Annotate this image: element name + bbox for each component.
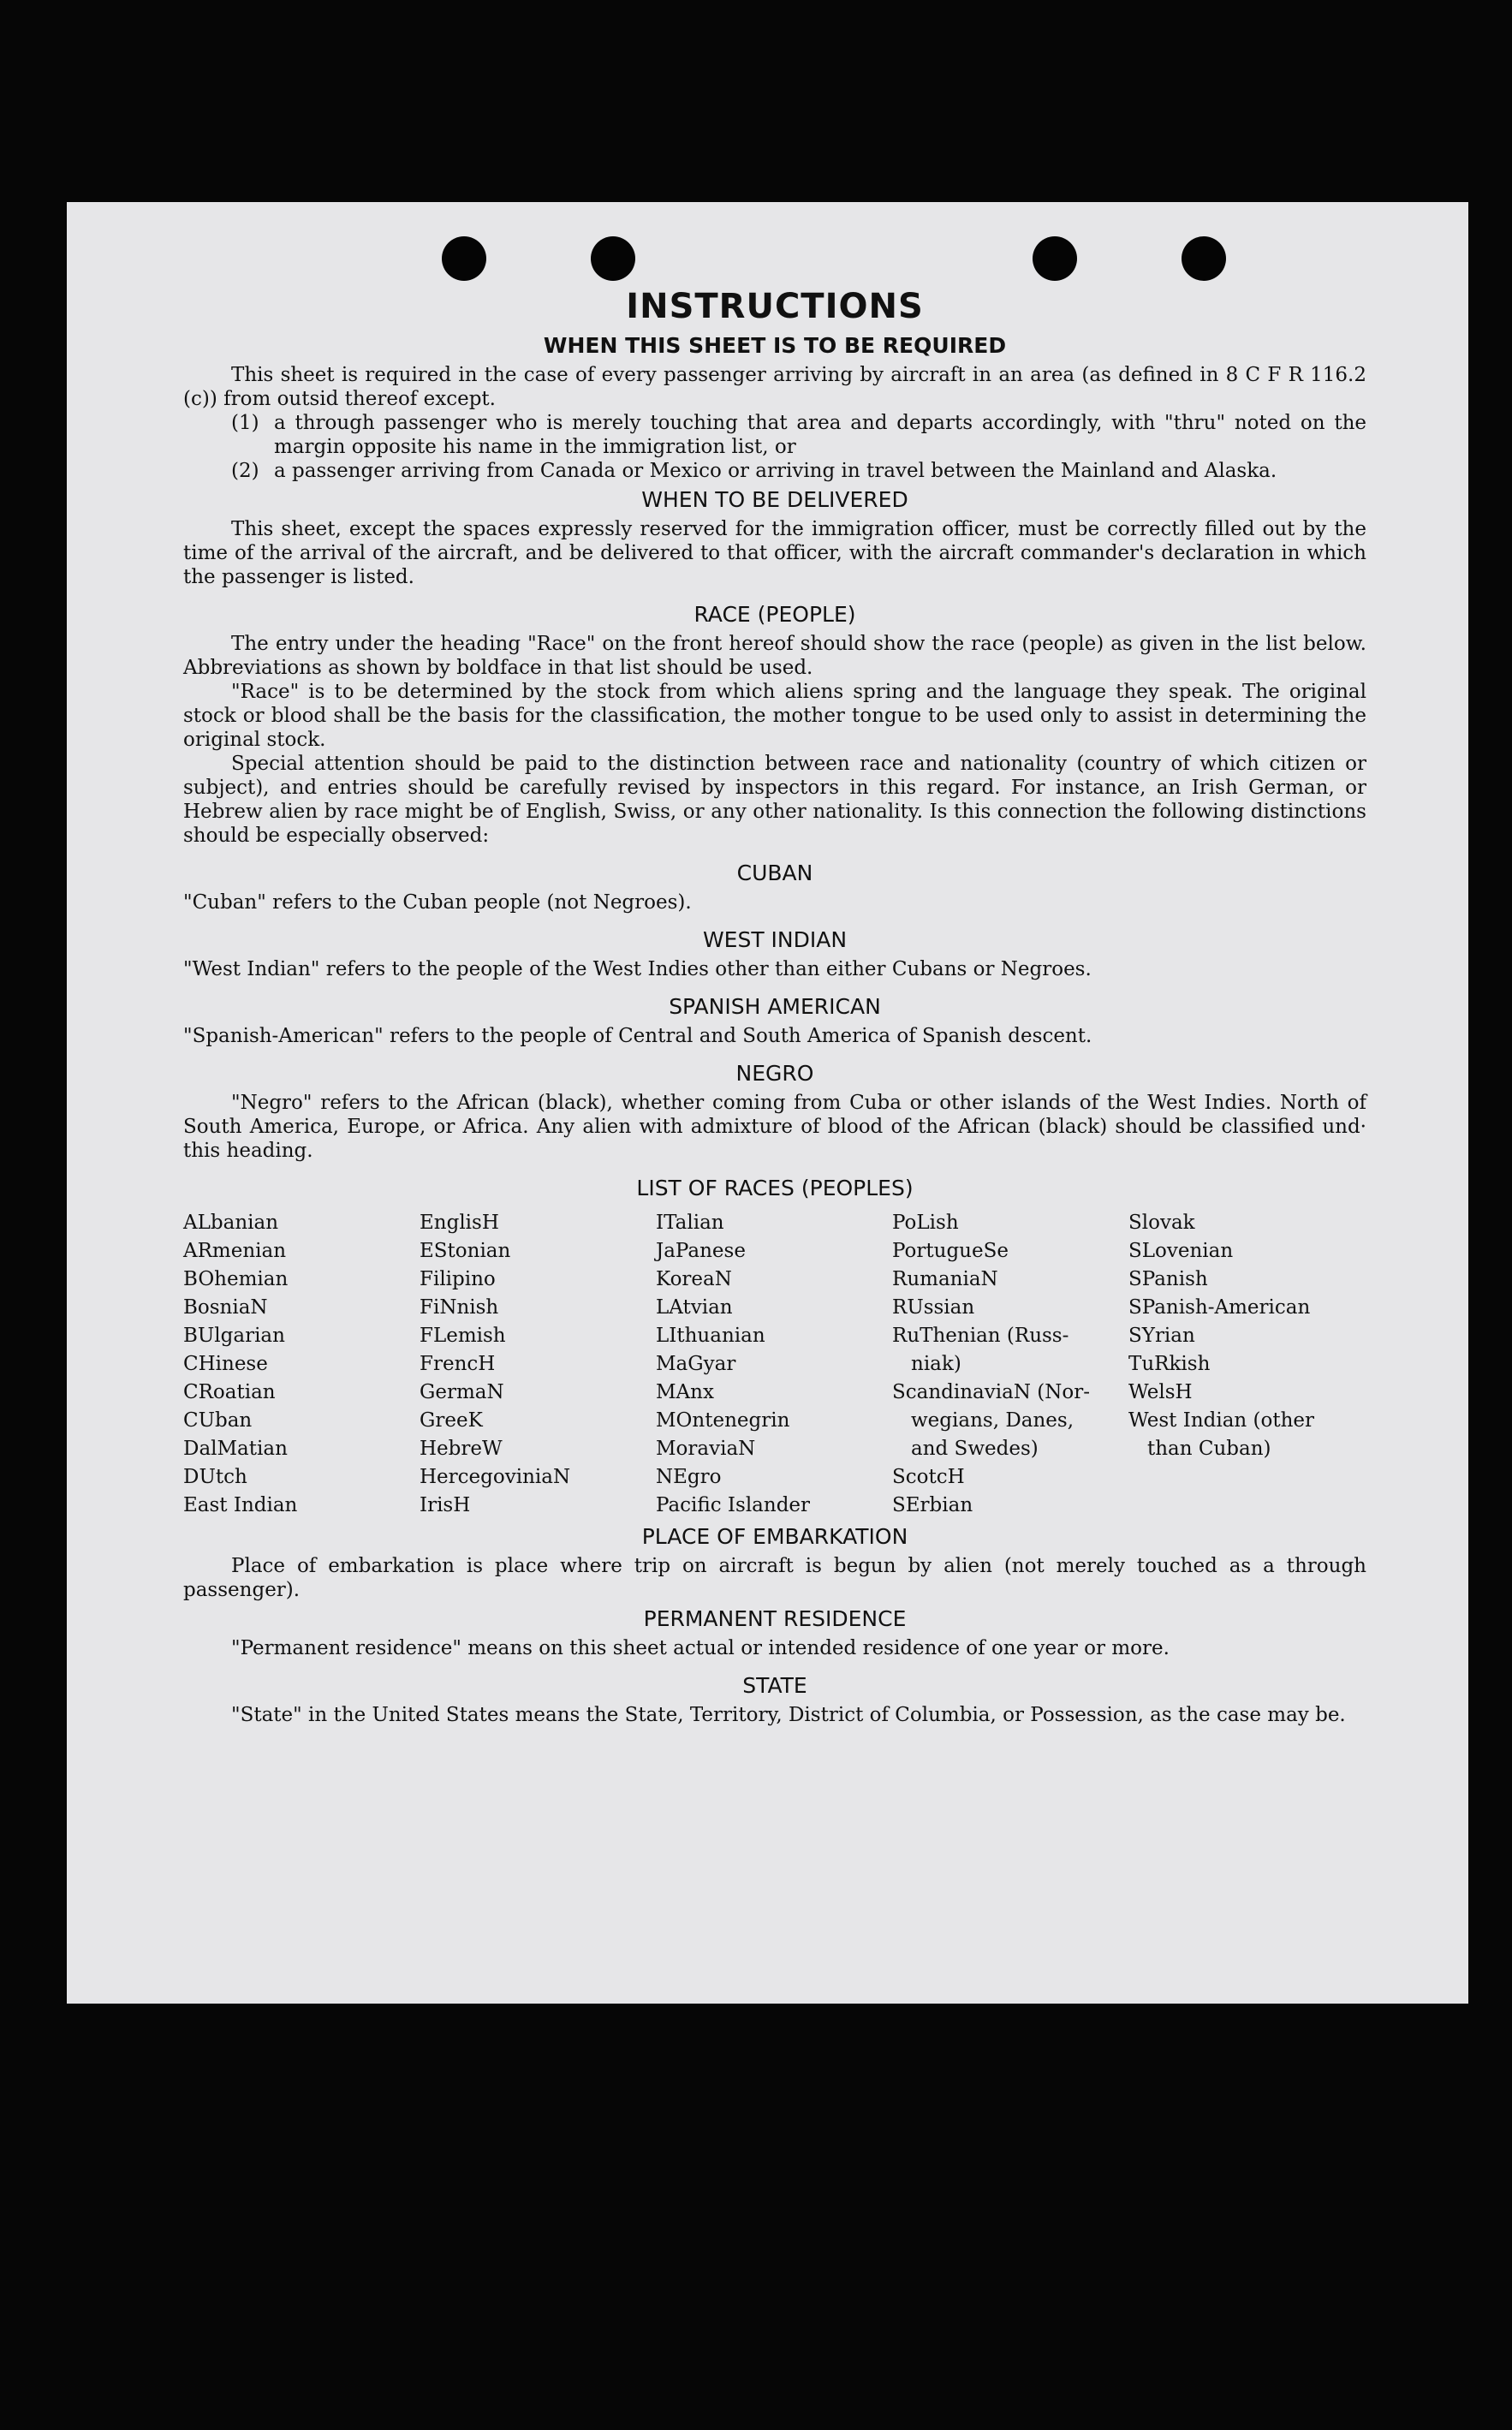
- punch-hole: [1182, 236, 1226, 281]
- punch-hole: [442, 236, 486, 281]
- race-list-item: HercegoviniaN: [420, 1466, 571, 1488]
- race-paragraph: The entry under the heading "Race" on the front hereof should show the race (people) as given in the list below. Abbreviations as shown by boldface in that list should be used.: [183, 633, 1366, 679]
- section-permanent-residence-text: "Permanent residence" means on this sheet actual or intended residence of one year or more.: [231, 1637, 1170, 1659]
- race-paragraph: "Race" is to be determined by the stock from which aliens spring and the language they speak. The original stock or blood shall be the basis for the classification, the mother tongue to be used only to assist in determining the original stock.: [183, 681, 1366, 751]
- race-list-item: FLemish: [420, 1325, 506, 1347]
- race-list-item: CUban: [183, 1409, 253, 1432]
- section-heading-required: WHEN THIS SHEET IS TO BE REQUIRED: [543, 333, 1007, 358]
- race-list-item: MoraviaN: [656, 1438, 756, 1460]
- race-list-item: BOhemian: [183, 1268, 289, 1290]
- race-column: [1128, 1209, 1365, 1520]
- race-list-item: wegians, Danes,: [911, 1409, 1074, 1432]
- race-list-item: MAnx: [656, 1381, 714, 1403]
- section-heading-list-of-races: LIST OF RACES (PEOPLES): [636, 1176, 914, 1200]
- race-list-item: RumaniaN: [892, 1268, 998, 1290]
- race-list-item: SErbian: [892, 1494, 973, 1516]
- race-list-item: JaPanese: [656, 1240, 746, 1262]
- section-cuban-text: "Cuban" refers to the Cuban people (not Negroes).: [183, 891, 692, 914]
- punch-hole: [1033, 236, 1077, 281]
- race-list-item: BosniaN: [183, 1296, 268, 1319]
- race-list-item: ALbanian: [183, 1212, 279, 1234]
- race-list-item: LIthuanian: [656, 1325, 765, 1347]
- race-list-item: ScotcH: [892, 1466, 965, 1488]
- race-column: [420, 1209, 656, 1520]
- instructions-content: [183, 284, 1366, 1727]
- race-list-item: NEgro: [656, 1466, 722, 1488]
- race-list-item: TuRkish: [1128, 1353, 1211, 1375]
- section-delivered-text: This sheet, except the spaces expressly reserved for the immigration officer, must be correctly filled out by the time of the arrival of the aircraft, and be delivered to that officer, with the aircraft commander's declaration in which the passenger is listed.: [183, 518, 1366, 588]
- race-list-item: HebreW: [420, 1438, 503, 1460]
- race-list-item: SPanish-American: [1128, 1296, 1311, 1319]
- race-list-item: DUtch: [183, 1466, 247, 1488]
- section-heading-delivered: WHEN TO BE DELIVERED: [641, 487, 908, 512]
- section-west-indian-text: "West Indian" refers to the people of the West Indies other than either Cubans or Negroes.: [183, 958, 1092, 980]
- item-text: a passenger arriving from Canada or Mexico or arriving in travel between the Mainland and Alaska.: [274, 460, 1277, 482]
- race-list-item: RuThenian (Russ-: [892, 1325, 1069, 1347]
- race-column: [183, 1209, 420, 1520]
- race-list-item: SYrian: [1128, 1325, 1195, 1347]
- race-list-item: DalMatian: [183, 1438, 288, 1460]
- race-list-item: GreeK: [420, 1409, 483, 1432]
- item-number: (2): [231, 460, 259, 482]
- punch-hole: [591, 236, 635, 281]
- race-list-item: PoLish: [892, 1212, 959, 1234]
- section-heading-west-indian: WEST INDIAN: [702, 927, 848, 952]
- race-list-item: Filipino: [420, 1268, 496, 1290]
- race-list-item: niak): [911, 1353, 961, 1375]
- section-state-text: "State" in the United States means the State, Territory, District of Columbia, or Possession, as the case may be.: [231, 1704, 1346, 1726]
- list-item: [183, 411, 1366, 459]
- race-list-item: ITalian: [656, 1212, 724, 1234]
- section-heading-cuban: CUBAN: [736, 861, 813, 885]
- race-list-item: EStonian: [420, 1240, 511, 1262]
- item-number: (1): [231, 412, 259, 434]
- race-list-item: EnglisH: [420, 1212, 499, 1234]
- race-list-item: Pacific Islander: [656, 1494, 811, 1516]
- section-heading-embarkation: PLACE OF EMBARKATION: [641, 1524, 908, 1549]
- document-page: [67, 202, 1468, 2004]
- race-list-item: CHinese: [183, 1353, 268, 1375]
- race-list-item: ARmenian: [183, 1240, 287, 1262]
- list-item: [183, 459, 1366, 483]
- race-list-item: and Swedes): [911, 1438, 1039, 1460]
- race-list-item: WelsH: [1128, 1381, 1193, 1403]
- section-spanish-american-text: "Spanish-American" refers to the people of Central and South America of Spanish descent.: [183, 1025, 1092, 1047]
- race-list-item: ScandinaviaN (Nor-: [892, 1381, 1090, 1403]
- race-paragraph: Special attention should be paid to the distinction between race and nationality (country of which citizen or subject), and entries should be carefully revised by inspectors in this regard. For instance, an Irish German, or Hebrew alien by race might be of English, Swiss, or any other nationality. Is this connection the following distinctions should be especially observed:: [183, 753, 1366, 847]
- race-list-item: GermaN: [420, 1381, 504, 1403]
- race-list-item: FrencH: [420, 1353, 496, 1375]
- section-heading-negro: NEGRO: [735, 1061, 814, 1086]
- race-list-item: CRoatian: [183, 1381, 276, 1403]
- race-list-item: RUssian: [892, 1296, 975, 1319]
- race-column: [892, 1209, 1128, 1520]
- race-list-item: SLovenian: [1128, 1240, 1234, 1262]
- race-list-item: SPanish: [1128, 1268, 1208, 1290]
- page-title: INSTRUCTIONS: [626, 287, 924, 326]
- race-list-item: East Indian: [183, 1494, 298, 1516]
- section-heading-race: RACE (PEOPLE): [693, 602, 856, 627]
- section-heading-permanent-residence: PERMANENT RESIDENCE: [643, 1606, 907, 1631]
- race-list-item: MaGyar: [656, 1353, 736, 1375]
- race-list-item: FiNnish: [420, 1296, 499, 1319]
- race-list-item: PortugueSe: [892, 1240, 1009, 1262]
- race-list-item: BUlgarian: [183, 1325, 285, 1347]
- race-list-item: than Cuban): [1147, 1438, 1271, 1460]
- section-negro-text: "Negro" refers to the African (black), whether coming from Cuba or other islands of the West Indies. North of South America, Europe, or Africa. Any alien with admixture of blood of the African (black) should be classified und· this heading.: [183, 1092, 1366, 1162]
- race-list-item: IrisH: [420, 1494, 471, 1516]
- race-list-item: KoreaN: [656, 1268, 732, 1290]
- section-embarkation-text: Place of embarkation is place where trip on aircraft is begun by alien (not merely touched as a through passenger).: [183, 1555, 1366, 1601]
- race-column: [656, 1209, 892, 1520]
- section-required-intro: This sheet is required in the case of every passenger arriving by aircraft in an area (as defined in 8 C F R 116.2 (c)) from outsid thereof except.: [183, 364, 1366, 410]
- item-text: a through passenger who is merely touching that area and departs accordingly, with "thru" noted on the margin opposite his name in the immigration list, or: [274, 412, 1366, 458]
- section-heading-spanish-american: SPANISH AMERICAN: [669, 994, 881, 1019]
- race-list-item: LAtvian: [656, 1296, 733, 1319]
- section-heading-state: STATE: [742, 1673, 807, 1698]
- race-list: [183, 1209, 1366, 1520]
- race-list-item: West Indian (other: [1128, 1409, 1315, 1432]
- race-list-item: MOntenegrin: [656, 1409, 790, 1432]
- race-list-item: Slovak: [1128, 1212, 1195, 1234]
